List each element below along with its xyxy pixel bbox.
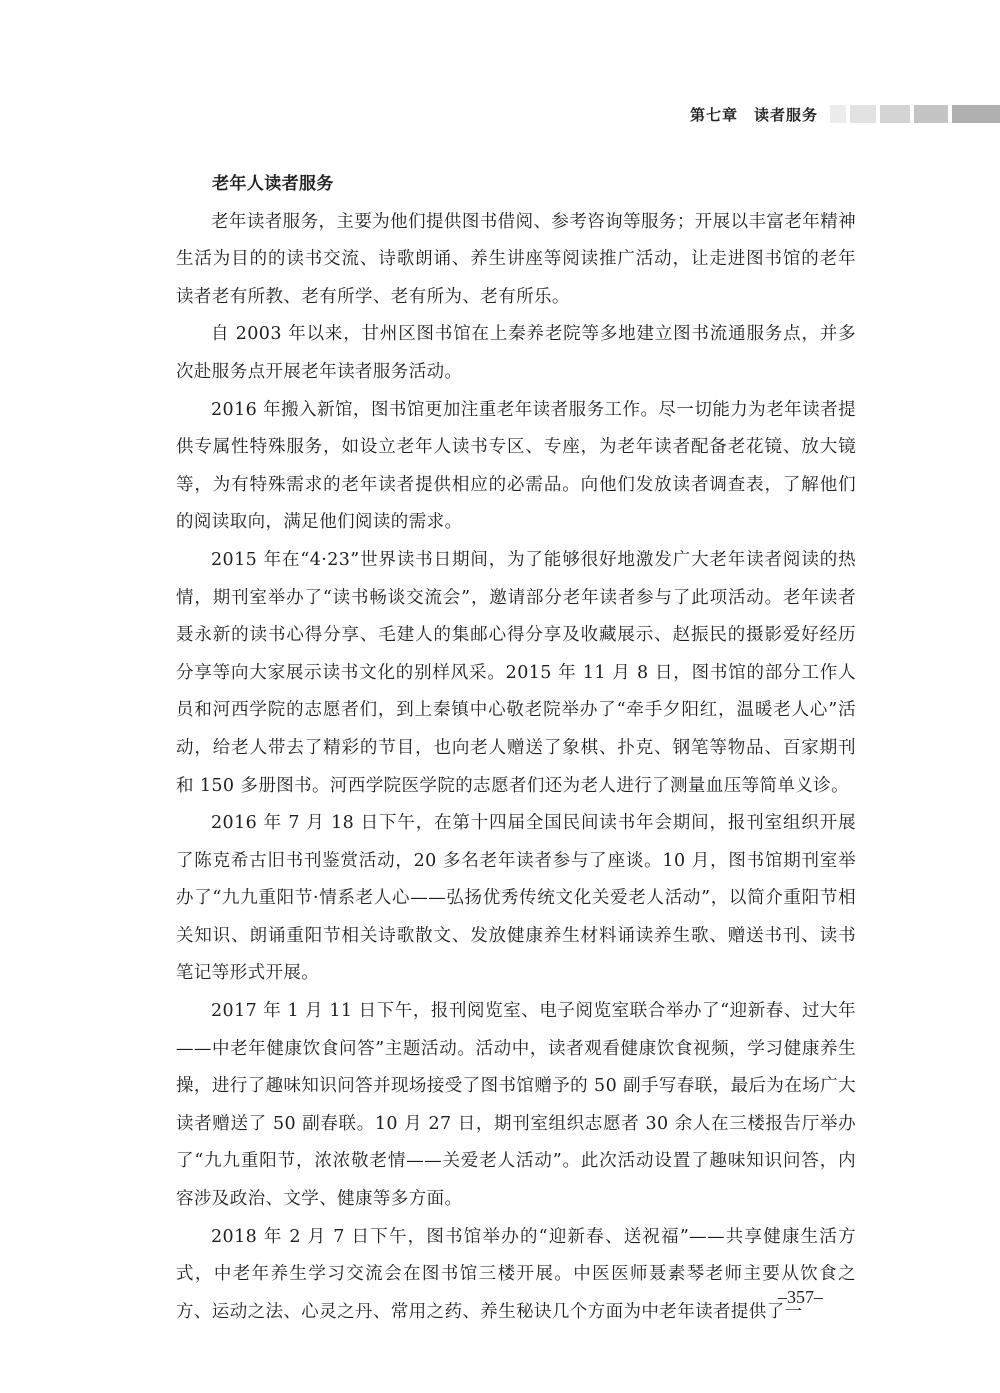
paragraph: 2018 年 2 月 7 日下午，图书馆举办的“迎新春、送祝福”——共享健康生活方式，中老年养生学习交流会在图书馆三楼开展。中医医师聂素琴老师主要从饮食之方、运动之法、心灵之丹、常用之药、养生秘诀几个方面为中老年读者提供了一 (176, 1226, 856, 1322)
chapter-title: 第七章 读者服务 (690, 105, 819, 124)
page-number: –357– (778, 1287, 823, 1307)
paragraph: 2016 年 7 月 18 日下午，在第十四届全国民间读书年会期间，报刊室组织开展了陈克希古旧书刊鉴赏活动，20 多名老年读者参与了座谈。10 月，图书馆期刊室举办了“九九重阳节·情系老人心——弘扬优秀传统文化关爱老人活动”，以简介重阳节相关知识、朗诵重阳节相关诗歌散文、发放健康养生材料诵读养生歌、赠送书刊、读书笔记等形式开展。 (176, 813, 856, 984)
header-bar (830, 105, 846, 123)
section-title: 老年人读者服务 (212, 174, 334, 194)
paragraph: 2016 年搬入新馆，图书馆更加注重老年读者服务工作。尽一切能力为老年读者提供专属性特殊服务，如设立老年人读书专区、专座，为老年读者配备老花镜、放大镜等，为有特殊需求的老年读者提供相应的必需品。向他们发放读者调查表，了解他们的阅读取向，满足他们阅读的需求。 (176, 399, 856, 533)
header-bar (880, 105, 910, 123)
running-header (690, 101, 1000, 127)
page-body (176, 166, 856, 1331)
paragraph: 2015 年在“4·23”世界读书日期间，为了能够很好地激发广大老年读者阅读的热情，期刊室举办了“读书畅谈交流会”，邀请部分老年读者参与了此项活动。老年读者聂永新的读书心得分享、毛建人的集邮心得分享及收藏展示、赵振民的摄影爱好经历分享等向大家展示读书文化的别样风采。2015 年 11 月 8 日，图书馆的部分工作人员和河西学院的志愿者们，到上秦镇中心敬老院举办了“牵手夕阳红，温暖老人心”活动，给老人带去了精彩的节目，也向老人赠送了象棋、扑克、钢笔等物品、百家期刊和 150 多册图书。河西学院医学院的志愿者们还为老人进行了测量血压等简单义诊。 (176, 549, 856, 796)
paragraph: 2017 年 1 月 11 日下午，报刊阅览室、电子阅览室联合举办了“迎新春、过大年——中老年健康饮食问答”主题活动。活动中，读者观看健康饮食视频，学习健康养生操，进行了趣味知识问答并现场接受了图书馆赠予的 50 副手写春联，最后为在场广大读者赠送了 50 副春联。10 月 27 日，期刊室组织志愿者 30 余人在三楼报告厅举办了“九九重阳节，浓浓敬老情——关爱老人活动”。此次活动设置了趣味知识问答，内容涉及政治、文学、健康等多方面。 (176, 1001, 856, 1210)
header-decoration-bars (830, 103, 1000, 125)
paragraph: 自 2003 年以来，甘州区图书馆在上秦养老院等多地建立图书流通服务点，并多次赴服务点开展老年读者服务活动。 (176, 324, 856, 382)
header-bar (914, 105, 948, 123)
paragraph: 老年读者服务，主要为他们提供图书借阅、参考咨询等服务；开展以丰富老年精神生活为目的的读书交流、诗歌朗诵、养生讲座等阅读推广活动，让走进图书馆的老年读者老有所教、老有所学、老有所为、老有所乐。 (176, 211, 856, 307)
header-bar (952, 105, 1000, 123)
header-bar (850, 105, 876, 123)
